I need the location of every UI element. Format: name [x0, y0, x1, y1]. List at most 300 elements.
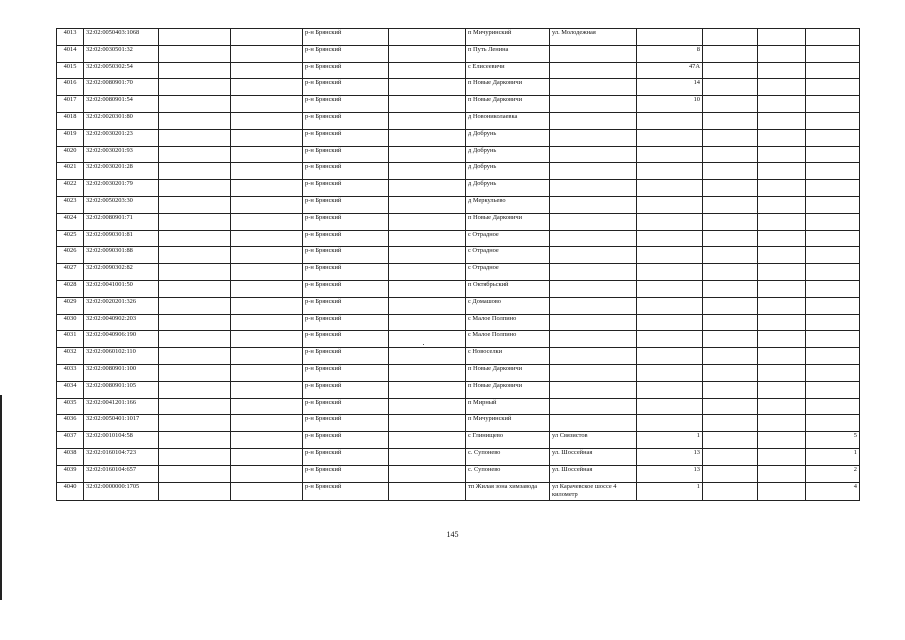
extra-number-cell: [806, 146, 860, 163]
empty-cell: [703, 482, 758, 500]
empty-cell: [703, 129, 758, 146]
district-cell: р-н Брянский: [303, 482, 389, 500]
empty-cell: [703, 465, 758, 482]
empty-cell: [389, 398, 466, 415]
house-number-cell: 47А: [637, 62, 703, 79]
empty-cell: [159, 415, 231, 432]
street-cell: [550, 196, 637, 213]
empty-cell: [703, 180, 758, 197]
street-cell: [550, 247, 637, 264]
row-number-cell: 4027: [57, 264, 84, 281]
row-number-cell: 4016: [57, 79, 84, 96]
empty-cell: [758, 264, 806, 281]
empty-cell: [758, 398, 806, 415]
cadastral-number-cell: 32:02:0080901:100: [84, 364, 159, 381]
extra-number-cell: [806, 280, 860, 297]
cadastral-number-cell: 32:02:0020201:326: [84, 297, 159, 314]
empty-cell: [389, 96, 466, 113]
table-row: [57, 482, 860, 500]
house-number-cell: 13: [637, 448, 703, 465]
street-cell: [550, 280, 637, 297]
cadastral-number-cell: 32:02:0030201:28: [84, 163, 159, 180]
district-cell: р-н Брянский: [303, 112, 389, 129]
cadastral-number-cell: 32:02:0020301:80: [84, 112, 159, 129]
locality-cell: с. Супонево: [466, 448, 550, 465]
row-number-cell: 4014: [57, 45, 84, 62]
district-cell: р-н Брянский: [303, 448, 389, 465]
empty-cell: [231, 448, 303, 465]
empty-cell: [159, 96, 231, 113]
table-row: [57, 381, 860, 398]
table-row: [57, 62, 860, 79]
table-row: [57, 331, 860, 348]
table-row: [57, 432, 860, 449]
house-number-cell: [637, 297, 703, 314]
cadastral-number-cell: 32:02:0050302:54: [84, 62, 159, 79]
extra-number-cell: [806, 264, 860, 281]
street-cell: [550, 398, 637, 415]
locality-cell: д Новониколаевка: [466, 112, 550, 129]
house-number-cell: 8: [637, 45, 703, 62]
cadastral-number-cell: 32:02:0030201:93: [84, 146, 159, 163]
empty-cell: [758, 364, 806, 381]
empty-cell: [389, 448, 466, 465]
empty-cell: [758, 230, 806, 247]
empty-cell: [159, 280, 231, 297]
table-row: [57, 196, 860, 213]
row-number-cell: 4030: [57, 314, 84, 331]
empty-cell: [159, 112, 231, 129]
empty-cell: [758, 331, 806, 348]
locality-cell: д Добрунь: [466, 129, 550, 146]
empty-cell: [389, 29, 466, 46]
street-cell: [550, 62, 637, 79]
locality-cell: с Отрадное: [466, 264, 550, 281]
empty-cell: [758, 280, 806, 297]
street-cell: [550, 146, 637, 163]
house-number-cell: [637, 213, 703, 230]
empty-cell: [389, 146, 466, 163]
empty-cell: [758, 129, 806, 146]
street-cell: [550, 112, 637, 129]
empty-cell: [758, 415, 806, 432]
house-number-cell: 1: [637, 482, 703, 500]
empty-cell: [703, 280, 758, 297]
empty-cell: [703, 213, 758, 230]
empty-cell: [703, 297, 758, 314]
empty-cell: [231, 29, 303, 46]
row-number-cell: 4025: [57, 230, 84, 247]
table-row: [57, 146, 860, 163]
empty-cell: [159, 45, 231, 62]
cadastral-number-cell: 32:02:0010104:58: [84, 432, 159, 449]
table-row: [57, 348, 860, 365]
empty-cell: [703, 112, 758, 129]
house-number-cell: 1: [637, 432, 703, 449]
street-cell: [550, 348, 637, 365]
table-row: [57, 280, 860, 297]
locality-cell: с Глинищево: [466, 432, 550, 449]
street-cell: [550, 264, 637, 281]
empty-cell: [231, 196, 303, 213]
street-cell: [550, 297, 637, 314]
empty-cell: [703, 381, 758, 398]
row-number-cell: 4031: [57, 331, 84, 348]
row-number-cell: 4021: [57, 163, 84, 180]
extra-number-cell: [806, 297, 860, 314]
locality-cell: п Новые Дарковичи: [466, 213, 550, 230]
empty-cell: [159, 297, 231, 314]
extra-number-cell: [806, 213, 860, 230]
district-cell: р-н Брянский: [303, 96, 389, 113]
empty-cell: [758, 297, 806, 314]
row-number-cell: 4020: [57, 146, 84, 163]
cadastral-number-cell: 32:02:0000000:1705: [84, 482, 159, 500]
empty-cell: [389, 381, 466, 398]
empty-cell: [703, 230, 758, 247]
row-number-cell: 4017: [57, 96, 84, 113]
empty-cell: [703, 331, 758, 348]
row-number-cell: 4039: [57, 465, 84, 482]
empty-cell: [231, 213, 303, 230]
empty-cell: [389, 348, 466, 365]
table-row: [57, 79, 860, 96]
cadastral-number-cell: 32:02:0090301:81: [84, 230, 159, 247]
empty-cell: [231, 348, 303, 365]
cadastral-number-cell: 32:02:0041001:50: [84, 280, 159, 297]
empty-cell: [758, 247, 806, 264]
empty-cell: [159, 432, 231, 449]
district-cell: р-н Брянский: [303, 415, 389, 432]
row-number-cell: 4040: [57, 482, 84, 500]
locality-cell: с Малое Полпино: [466, 331, 550, 348]
extra-number-cell: [806, 45, 860, 62]
empty-cell: [159, 79, 231, 96]
street-cell: [550, 163, 637, 180]
empty-cell: [159, 398, 231, 415]
cadastral-number-cell: 32:02:0160104:723: [84, 448, 159, 465]
empty-cell: [231, 398, 303, 415]
row-number-cell: 4033: [57, 364, 84, 381]
extra-number-cell: [806, 129, 860, 146]
house-number-cell: [637, 247, 703, 264]
empty-cell: [389, 180, 466, 197]
row-number-cell: 4022: [57, 180, 84, 197]
table-row: [57, 448, 860, 465]
empty-cell: [703, 448, 758, 465]
empty-cell: [389, 230, 466, 247]
empty-cell: [758, 112, 806, 129]
extra-number-cell: [806, 29, 860, 46]
empty-cell: [389, 129, 466, 146]
empty-cell: [231, 146, 303, 163]
empty-cell: [758, 482, 806, 500]
table-row: [57, 247, 860, 264]
district-cell: р-н Брянский: [303, 314, 389, 331]
empty-cell: [389, 163, 466, 180]
empty-cell: [703, 415, 758, 432]
empty-cell: [159, 29, 231, 46]
district-cell: р-н Брянский: [303, 432, 389, 449]
empty-cell: [758, 213, 806, 230]
house-number-cell: [637, 29, 703, 46]
house-number-cell: [637, 196, 703, 213]
empty-cell: [231, 230, 303, 247]
empty-cell: [159, 465, 231, 482]
empty-cell: [231, 163, 303, 180]
row-number-cell: 4018: [57, 112, 84, 129]
locality-cell: п Путь Ленина: [466, 45, 550, 62]
street-cell: ул. Шоссейная: [550, 448, 637, 465]
locality-cell: п Новые Дарковичи: [466, 79, 550, 96]
extra-number-cell: [806, 79, 860, 96]
district-cell: р-н Брянский: [303, 129, 389, 146]
extra-number-cell: 2: [806, 465, 860, 482]
empty-cell: [703, 348, 758, 365]
empty-cell: [703, 247, 758, 264]
empty-cell: [159, 348, 231, 365]
house-number-cell: [637, 280, 703, 297]
cadastral-number-cell: 32:02:0030501:32: [84, 45, 159, 62]
empty-cell: [389, 247, 466, 264]
empty-cell: [389, 415, 466, 432]
house-number-cell: [637, 180, 703, 197]
extra-number-cell: [806, 96, 860, 113]
empty-cell: [231, 180, 303, 197]
empty-cell: [703, 163, 758, 180]
empty-cell: [703, 79, 758, 96]
extra-number-cell: [806, 247, 860, 264]
empty-cell: [389, 213, 466, 230]
empty-cell: [389, 79, 466, 96]
extra-number-cell: [806, 398, 860, 415]
house-number-cell: [637, 364, 703, 381]
cadastral-number-cell: 32:02:0080901:70: [84, 79, 159, 96]
empty-cell: [231, 45, 303, 62]
locality-cell: с Малое Полпино: [466, 314, 550, 331]
house-number-cell: [637, 398, 703, 415]
empty-cell: [703, 29, 758, 46]
row-number-cell: 4028: [57, 280, 84, 297]
street-cell: [550, 230, 637, 247]
cadastral-number-cell: 32:02:0160104:657: [84, 465, 159, 482]
empty-cell: [231, 280, 303, 297]
locality-cell: с Елисеевичи: [466, 62, 550, 79]
street-cell: [550, 364, 637, 381]
empty-cell: [389, 432, 466, 449]
empty-cell: [758, 96, 806, 113]
table-row: [57, 264, 860, 281]
empty-cell: [758, 180, 806, 197]
empty-cell: [159, 364, 231, 381]
locality-cell: с Отрадное: [466, 230, 550, 247]
empty-cell: [758, 62, 806, 79]
table-row: [57, 314, 860, 331]
empty-cell: [159, 247, 231, 264]
empty-cell: [758, 465, 806, 482]
house-number-cell: [637, 314, 703, 331]
empty-cell: [703, 314, 758, 331]
locality-cell: д Добрунь: [466, 163, 550, 180]
empty-cell: [758, 45, 806, 62]
empty-cell: [231, 129, 303, 146]
empty-cell: [389, 280, 466, 297]
district-cell: р-н Брянский: [303, 280, 389, 297]
table-row: [57, 398, 860, 415]
table-row: [57, 230, 860, 247]
empty-cell: [758, 163, 806, 180]
district-cell: р-н Брянский: [303, 62, 389, 79]
empty-cell: [703, 45, 758, 62]
cadastral-number-cell: 32:02:0080901:105: [84, 381, 159, 398]
cadastral-number-cell: 32:02:0040906:190: [84, 331, 159, 348]
district-cell: р-н Брянский: [303, 230, 389, 247]
house-number-cell: 13: [637, 465, 703, 482]
house-number-cell: [637, 112, 703, 129]
row-number-cell: 4013: [57, 29, 84, 46]
empty-cell: [389, 62, 466, 79]
cadastral-number-cell: 32:02:0060102:110: [84, 348, 159, 365]
empty-cell: [703, 398, 758, 415]
empty-cell: [389, 314, 466, 331]
empty-cell: [231, 381, 303, 398]
empty-cell: [758, 196, 806, 213]
empty-cell: [231, 482, 303, 500]
street-cell: ул. Молодежная: [550, 29, 637, 46]
cadastral-number-cell: 32:02:0090302:82: [84, 264, 159, 281]
extra-number-cell: 1: [806, 448, 860, 465]
empty-cell: [159, 213, 231, 230]
locality-cell: п Новые Дарковичи: [466, 364, 550, 381]
extra-number-cell: [806, 364, 860, 381]
empty-cell: [703, 96, 758, 113]
empty-cell: [703, 62, 758, 79]
locality-cell: с Отрадное: [466, 247, 550, 264]
house-number-cell: [637, 331, 703, 348]
empty-cell: [159, 129, 231, 146]
house-number-cell: [637, 415, 703, 432]
row-number-cell: 4032: [57, 348, 84, 365]
empty-cell: [231, 96, 303, 113]
district-cell: р-н Брянский: [303, 348, 389, 365]
locality-cell: п Новые Дарковичи: [466, 96, 550, 113]
locality-cell: с Домашово: [466, 297, 550, 314]
locality-cell: п Новые Дарковичи: [466, 381, 550, 398]
street-cell: [550, 415, 637, 432]
row-number-cell: 4019: [57, 129, 84, 146]
table-row: [57, 163, 860, 180]
table-row: [57, 180, 860, 197]
locality-cell: с. Супонево: [466, 465, 550, 482]
cadastral-number-cell: 32:02:0040902:203: [84, 314, 159, 331]
street-cell: ул Карачевское шоссе 4 километр: [550, 482, 637, 500]
cadastral-number-cell: 32:02:0050203:30: [84, 196, 159, 213]
empty-cell: [159, 62, 231, 79]
district-cell: р-н Брянский: [303, 163, 389, 180]
empty-cell: [758, 348, 806, 365]
district-cell: р-н Брянский: [303, 146, 389, 163]
empty-cell: [389, 196, 466, 213]
locality-cell: п Мичуринский: [466, 29, 550, 46]
cadastral-number-cell: 32:02:0030201:23: [84, 129, 159, 146]
street-cell: [550, 45, 637, 62]
registry-table: [56, 28, 860, 501]
empty-cell: [389, 297, 466, 314]
extra-number-cell: [806, 314, 860, 331]
row-number-cell: 4035: [57, 398, 84, 415]
table-row: [57, 213, 860, 230]
locality-cell: п Мирный: [466, 398, 550, 415]
empty-cell: [159, 230, 231, 247]
locality-cell: тп Жилая зона химзавода: [466, 482, 550, 500]
street-cell: [550, 129, 637, 146]
empty-cell: [758, 432, 806, 449]
district-cell: р-н Брянский: [303, 29, 389, 46]
district-cell: р-н Брянский: [303, 264, 389, 281]
empty-cell: [389, 45, 466, 62]
row-number-cell: 4034: [57, 381, 84, 398]
empty-cell: [231, 314, 303, 331]
empty-cell: [389, 264, 466, 281]
house-number-cell: [637, 129, 703, 146]
house-number-cell: [637, 230, 703, 247]
empty-cell: [389, 465, 466, 482]
empty-cell: [703, 196, 758, 213]
empty-cell: [703, 364, 758, 381]
district-cell: р-н Брянский: [303, 331, 389, 348]
cadastral-number-cell: 32:02:0080901:54: [84, 96, 159, 113]
street-cell: [550, 381, 637, 398]
empty-cell: [159, 180, 231, 197]
empty-cell: [389, 482, 466, 500]
cadastral-number-cell: 32:02:0050403:1068: [84, 29, 159, 46]
empty-cell: [389, 364, 466, 381]
extra-number-cell: [806, 62, 860, 79]
row-number-cell: 4024: [57, 213, 84, 230]
house-number-cell: 14: [637, 79, 703, 96]
street-cell: [550, 79, 637, 96]
page-number: 145: [446, 530, 459, 539]
locality-cell: д Добрунь: [466, 146, 550, 163]
house-number-cell: [637, 264, 703, 281]
empty-cell: [159, 448, 231, 465]
empty-cell: [231, 62, 303, 79]
empty-cell: [159, 331, 231, 348]
extra-number-cell: [806, 180, 860, 197]
house-number-cell: [637, 163, 703, 180]
district-cell: р-н Брянский: [303, 79, 389, 96]
empty-cell: [231, 264, 303, 281]
empty-cell: [758, 448, 806, 465]
street-cell: [550, 180, 637, 197]
street-cell: [550, 213, 637, 230]
district-cell: р-н Брянский: [303, 247, 389, 264]
empty-cell: [703, 264, 758, 281]
house-number-cell: [637, 381, 703, 398]
extra-number-cell: [806, 230, 860, 247]
district-cell: р-н Брянский: [303, 364, 389, 381]
row-number-cell: 4036: [57, 415, 84, 432]
empty-cell: [758, 79, 806, 96]
empty-cell: [703, 146, 758, 163]
empty-cell: [758, 314, 806, 331]
district-cell: р-н Брянский: [303, 213, 389, 230]
district-cell: р-н Брянский: [303, 465, 389, 482]
row-number-cell: 4038: [57, 448, 84, 465]
row-number-cell: 4023: [57, 196, 84, 213]
locality-cell: д Добрунь: [466, 180, 550, 197]
district-cell: р-н Брянский: [303, 196, 389, 213]
